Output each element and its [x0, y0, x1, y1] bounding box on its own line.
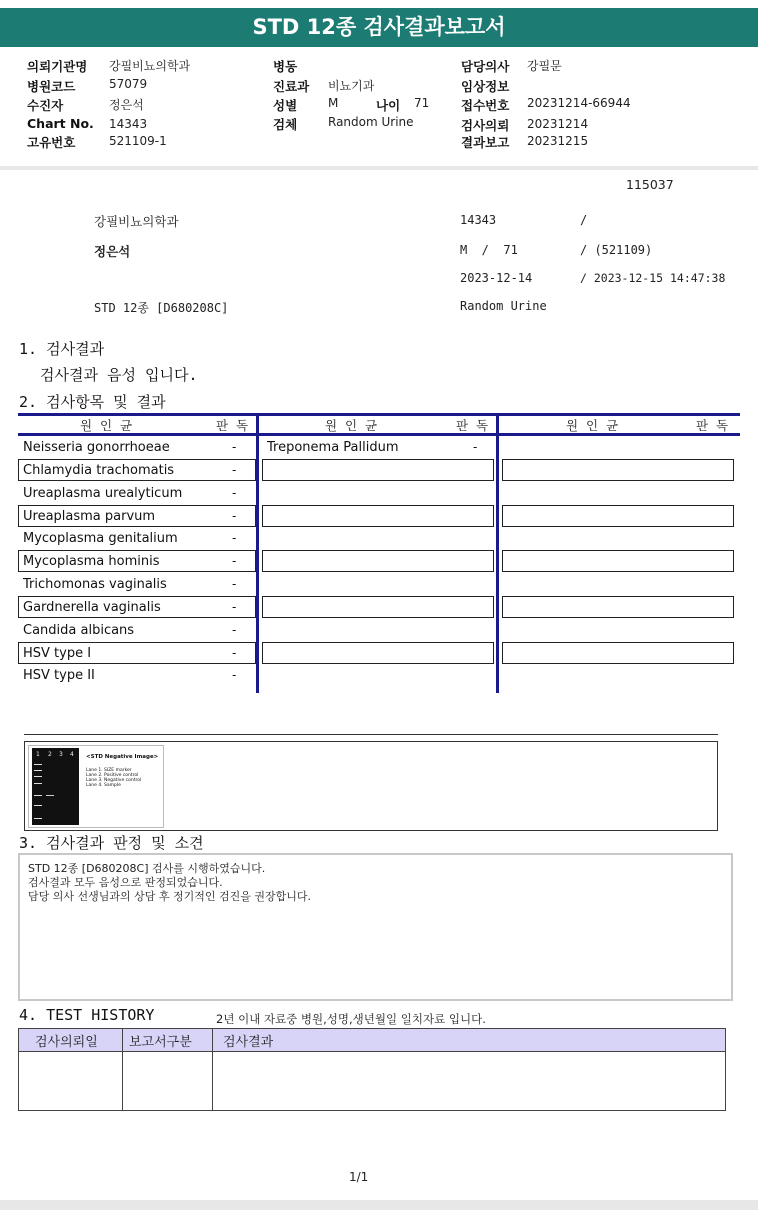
chart-label: Chart No.	[27, 116, 94, 131]
unique-label: 고유번호	[27, 135, 76, 150]
page-number: 1/1	[349, 1170, 369, 1184]
organism-result: -	[232, 554, 237, 568]
report-label: 결과보고	[461, 135, 510, 150]
organism-result: -	[232, 623, 237, 637]
patient-label: 수진자	[27, 98, 64, 113]
page-bottom-band	[0, 1200, 758, 1210]
gel-photo	[32, 748, 79, 825]
empty-row-box	[502, 596, 734, 618]
col-organism-header-2: 원 인 균	[325, 418, 378, 433]
gel-band	[34, 770, 42, 771]
empty-row-box	[262, 596, 494, 618]
col-result-header-1: 판 독	[216, 418, 249, 433]
history-col-sep	[122, 1029, 123, 1110]
organism-name: Treponema Pallidum	[267, 440, 399, 455]
organism-result: -	[232, 486, 237, 500]
specimen-label: 검체	[273, 117, 298, 132]
organism-result: -	[232, 646, 237, 660]
table-col-sep-2	[496, 413, 499, 693]
info-specimen: Random Urine	[460, 299, 547, 313]
institution-value: 강필비뇨의학과	[109, 59, 191, 73]
request-value: 20231214	[527, 117, 589, 131]
gel-image	[28, 745, 164, 828]
empty-row-box	[262, 505, 494, 527]
institution-label: 의뢰기관명	[27, 59, 88, 74]
gel-band	[34, 776, 42, 777]
info-code: 115037	[626, 177, 674, 192]
gel-legend-item: Lane 3. Negative control	[86, 778, 142, 783]
empty-row-box	[502, 459, 734, 481]
doctor-value: 강필문	[527, 59, 562, 73]
col-organism-header-3: 원 인 균	[566, 418, 619, 433]
gel-legend-item: Lane 2. Positive control	[86, 773, 139, 778]
organism-name: Candida albicans	[23, 623, 135, 638]
unique-value: 521109-1	[109, 134, 167, 148]
doctor-label: 담당의사	[461, 59, 510, 74]
lane-number: 2	[48, 751, 52, 758]
organism-name: HSV type I	[23, 646, 92, 661]
chart-value: 14343	[109, 117, 148, 131]
history-col-sep	[212, 1029, 213, 1110]
empty-row-box	[262, 550, 494, 572]
patient-value: 정은석	[109, 98, 144, 112]
ward-label: 병동	[273, 59, 298, 74]
age-value: 71	[414, 96, 430, 110]
gel-band	[34, 818, 42, 819]
history-col-result: 검사결과	[223, 1035, 274, 1050]
info-slash: /	[580, 213, 588, 227]
empty-row-box	[262, 642, 494, 664]
specimen-value: Random Urine	[328, 115, 414, 129]
organism-name: Mycoplasma hominis	[23, 554, 160, 569]
gel-band	[46, 795, 54, 796]
col-organism-header-1: 원 인 균	[80, 418, 133, 433]
gel-band	[34, 783, 42, 784]
dept-value: 비뇨기과	[328, 79, 375, 93]
gel-legend	[86, 768, 141, 788]
header-divider	[0, 166, 758, 170]
organism-result: -	[232, 577, 237, 591]
report-value: 20231215	[527, 134, 589, 148]
sex-label: 성별	[273, 98, 298, 113]
clinical-label: 임상정보	[461, 79, 510, 94]
info-chart: 14343	[460, 213, 497, 227]
organism-name: Chlamydia trachomatis	[23, 463, 175, 478]
section3-title: 3. 검사결과 판정 및 소견	[19, 834, 204, 852]
organism-result: -	[232, 668, 237, 682]
dept-label: 진료과	[273, 79, 310, 94]
hospital-code-value: 57079	[109, 77, 148, 91]
request-label: 검사의뢰	[461, 118, 510, 133]
history-table	[18, 1028, 726, 1111]
gel-band	[34, 805, 42, 806]
gel-title: <STD Negative Image>	[86, 754, 159, 760]
section2-title: 2. 검사항목 및 결과	[19, 393, 166, 411]
col-result-header-3: 판 독	[696, 418, 729, 433]
gel-legend-item: Lane 1. SIZE marker	[86, 768, 132, 773]
receipt-value: 20231214-66944	[527, 96, 631, 110]
table-col-sep-1	[256, 413, 259, 693]
opinion-line: 검사결과 모두 음성으로 판정되었습니다.	[28, 876, 223, 889]
history-header	[19, 1029, 725, 1052]
organism-name: Ureaplasma urealyticum	[23, 486, 183, 501]
gel-divider	[24, 734, 718, 735]
info-birth: / (521109)	[580, 243, 653, 257]
empty-row-box	[262, 459, 494, 481]
info-patient: 정은석	[94, 244, 131, 259]
opinion-line: 담당 의사 선생님과의 상담 후 정기적인 검진을 권장합니다.	[28, 890, 311, 903]
organism-name: HSV type II	[23, 668, 95, 683]
info-request-date: 2023-12-14	[460, 271, 533, 285]
report-title: STD 12종 검사결과보고서	[0, 8, 758, 47]
info-report-datetime: / 2023-12-15 14:47:38	[580, 271, 726, 285]
organism-name: Gardnerella vaginalis	[23, 600, 161, 615]
opinion-line: STD 12종 [D680208C] 검사를 시행하였습니다.	[28, 862, 266, 875]
organism-name: Trichomonas vaginalis	[23, 577, 167, 592]
col-result-header-2: 판 독	[456, 418, 489, 433]
lane-number: 1	[36, 751, 40, 758]
organism-result: -	[473, 440, 478, 454]
gel-legend-item: Lane 4. Sample	[86, 783, 121, 788]
age-label: 나이	[376, 98, 401, 113]
gel-band	[34, 764, 42, 765]
history-col-report-type: 보고서구분	[129, 1035, 192, 1050]
empty-row-box	[502, 642, 734, 664]
empty-row-box	[502, 505, 734, 527]
receipt-label: 접수번호	[461, 98, 510, 113]
history-note: 2년 이내 자료중 병원,성명,생년월일 일치자료 입니다.	[216, 1012, 486, 1026]
history-col-request-date: 검사의뢰일	[35, 1035, 98, 1050]
organism-name: Mycoplasma genitalium	[23, 531, 178, 546]
organism-result: -	[232, 440, 237, 454]
organism-result: -	[232, 509, 237, 523]
empty-row-box	[502, 550, 734, 572]
section1-title: 1. 검사결과	[19, 340, 105, 358]
section1-text: 검사결과 음성 입니다.	[40, 366, 198, 384]
organism-name: Neisseria gonorrhoeae	[23, 440, 170, 455]
lane-number: 3	[59, 751, 63, 758]
gel-band	[34, 795, 42, 796]
hospital-code-label: 병원코드	[27, 79, 76, 94]
info-institution: 강필비뇨의학과	[94, 214, 179, 229]
organism-name: Ureaplasma parvum	[23, 509, 156, 524]
info-sex-age: M / 71	[460, 243, 518, 257]
organism-result: -	[232, 600, 237, 614]
organism-result: -	[232, 531, 237, 545]
sex-value: M	[328, 96, 339, 110]
organism-result: -	[232, 463, 237, 477]
lane-number: 4	[70, 751, 74, 758]
section4-title: 4. TEST HISTORY	[19, 1006, 155, 1024]
info-test-name: STD 12종 [D680208C]	[94, 301, 229, 315]
